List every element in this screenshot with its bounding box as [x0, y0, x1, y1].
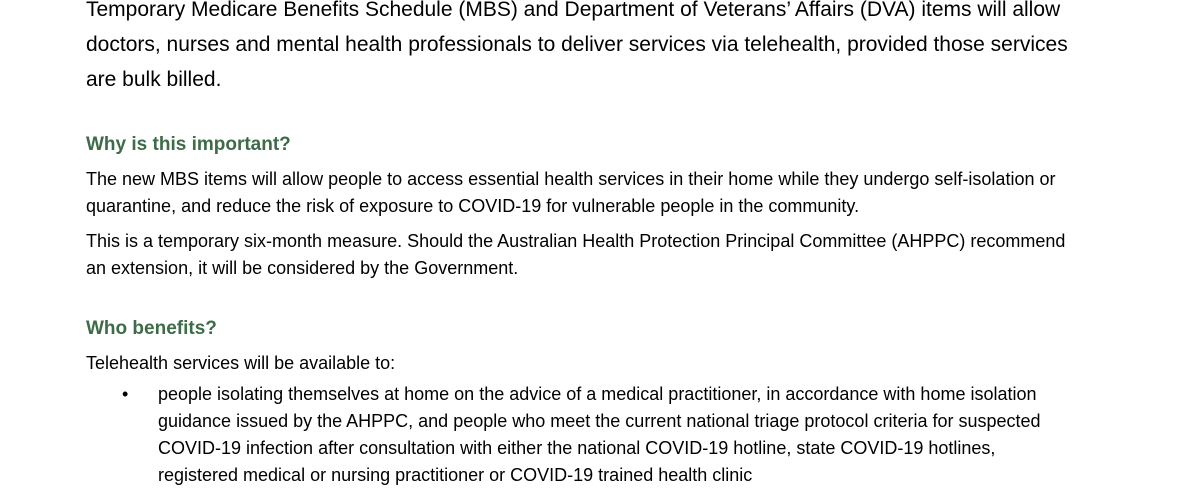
- who-benefits-intro: Telehealth services will be available to:: [86, 353, 396, 373]
- benefits-bullet-list: [0, 381, 1200, 489]
- bullet-marker: •: [122, 384, 129, 404]
- why-important-paragraph-1: The new MBS items will allow people to access essential health services in their home while they undergo self-isolation or quarantine, and reduce the risk of exposure to COVID-19 for vulnerable people in the community.: [86, 169, 1056, 216]
- section-heading-who-benefits: Who benefits?: [86, 318, 217, 339]
- list-item: [0, 381, 1078, 489]
- section-heading-why-important: Why is this important?: [86, 134, 291, 155]
- intro-paragraph: Temporary Medicare Benefits Schedule (MBS) and Department of Veterans’ Affairs (DVA) items will allow doctors, nurses and mental health professionals to deliver services via telehealth, provided those services are bulk billed.: [86, 0, 1068, 91]
- why-important-paragraph-2: This is a temporary six-month measure. Should the Australian Health Protection Principal Committee (AHPPC) recommend an extension, it will be considered by the Government.: [86, 231, 1066, 278]
- list-item-text: people isolating themselves at home on the advice of a medical practitioner, in accordance with home isolation guidance issued by the AHPPC, and people who meet the current national triage protocol criteria for suspected COVID-19 infection after consultation with either the national COVID-19 hotline, state COVID-19 hotlines, registered medical or nursing practitioner or COVID-19 trained health clinic: [158, 384, 1041, 485]
